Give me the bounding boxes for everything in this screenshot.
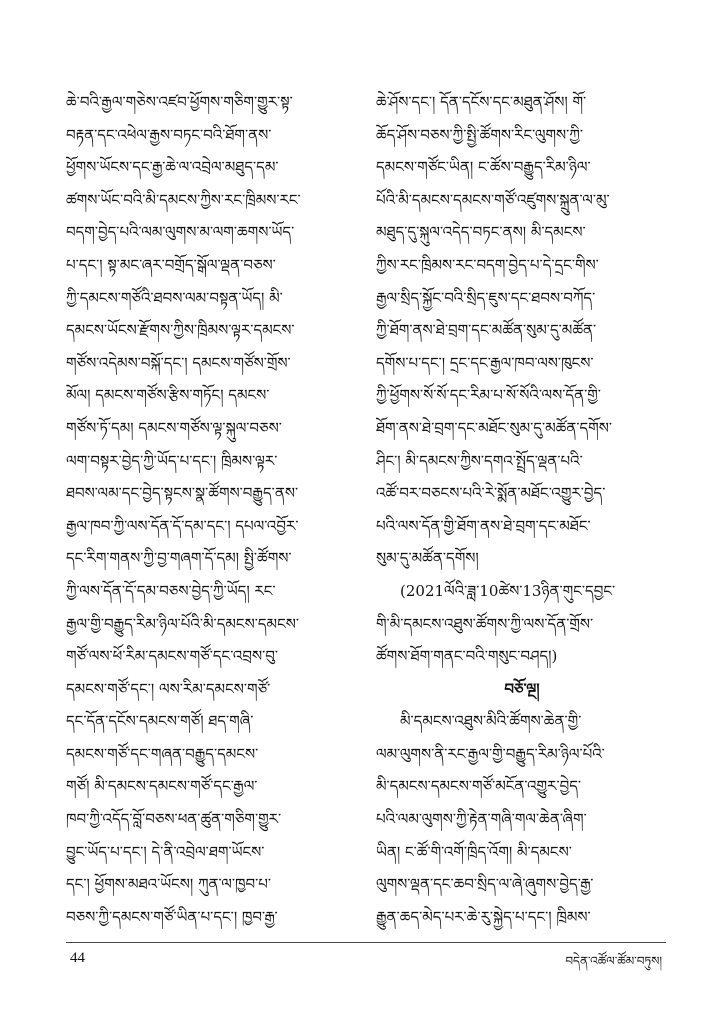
text-line: དང་། ཕྱོགས་མཐའ་ཡོངས། ཀུན་ལ་ཁྱབ་པ་: [66, 875, 272, 894]
text-line: ཤིང་། མི་དམངས་ཀྱིས་དགའ་སྤྲོད་ལྡན་པའི་: [376, 451, 583, 470]
text-line: གཙོ་ལས་ཕོ་རིམ་དམངས་གཙོ་དང་འབྲས་བུ་: [66, 647, 278, 666]
text-line: དང་རིག་གནས་ཀྱི་བྱ་གཞག་དོ་དམ། སྤྱི་ཚོགས་: [66, 549, 292, 568]
text-line: མོལ། དམངས་གཙོས་རྩིས་གཏོང། དམངས་: [66, 386, 270, 405]
text-line: པ་དང་། སྟ་མང་ཞར་བགྲོད་སྒོལ་ལྡན་བཅས་: [66, 255, 276, 274]
text-line: བརྟན་དང་འཕེལ་རྒྱས་བཏང་བའི་ཐོག་ནས་: [66, 125, 272, 144]
text-line: རྒྱུན་ཆད་མེད་པར་ཆེ་རུ་སྐྱེད་པ་དང་། ཁྲིམས་: [376, 907, 591, 926]
text-line: དགོས་པ་དང་། དྲང་དང་རྒྱལ་ཁབ་ལས་ཁུངས་: [376, 353, 594, 372]
text-line: ཚགས་ཡོང་བའི་མི་དམངས་ཀྱིས་རང་ཁྲིམས་རང་: [66, 190, 301, 209]
page-number: 44: [70, 950, 85, 966]
text-line: ཁབ་ཀྱི་འདོད་བློ་བཅས་ཕན་ཚུན་གཅིག་གྱུར་: [66, 810, 282, 829]
text-line: མཐུད་དུ་སྐུལ་འདེད་བཏང་ནས། མི་དམངས་: [376, 223, 586, 242]
text-line: ལམ་ལུགས་ནི་རང་རྒྱལ་གྱི་བརྒྱུད་རིམ་ཉིལ་པོའི་: [376, 744, 605, 763]
text-line: ཐབས་ལམ་དང་བྱེད་སྟངས་སྣ་ཚོགས་བརྒྱུད་ནས་: [66, 484, 299, 503]
text-line: ཐོག་ནས་ཐེ་བྲག་དང་མཐོང་སུམ་དུ་མཚོན་དགོས་: [376, 418, 612, 437]
text-line: དམངས་གཙོ་དང་གཞན་བརྒྱུད་དམངས་: [66, 744, 259, 763]
text-line: གཙོ། མི་དམངས་དམངས་གཙོ་དང་རྒྱལ་: [66, 777, 258, 796]
text-line: བཅས་ཀྱི་དམངས་གཙོ་ཡིན་པ་དང་། ཁྱབ་རྒྱ་: [66, 907, 278, 926]
section-heading: བཅོ་ལྔ།: [504, 679, 540, 698]
text-line: ཕྱོགས་ཡོངས་དང་རྒྱ་ཆེ་ལ་འབྲེལ་མཐུད་དམ་: [66, 158, 279, 177]
text-line: དམངས་གཙོང་ཡིན། ང་ཚོས་བརྒྱུད་རིམ་ཉིལ་: [376, 158, 591, 177]
text-line: གཙོས་འདེམས་བསྐོ་དང་། དམངས་གཙོས་གྲོས་: [66, 353, 291, 372]
text-line: རྒྱལ་གྱི་བརྒྱུད་རིམ་ཉིལ་པོའི་མི་དམངས་དམངས་: [66, 614, 299, 633]
text-line: ཀྱི་དམངས་གཙོའི་ཐབས་ལམ་བསྟན་ཡོད། མི་: [66, 288, 283, 307]
text-line: ཀྱི་ཕྱོགས་སོ་སོ་དང་རིམ་པ་སོ་སོའི་ལས་དོན་གྱི་: [376, 386, 601, 405]
right-text-column: [376, 86, 668, 933]
text-line: པའི་ལས་དོན་གྱི་ཐོག་ནས་ཐེ་བྲག་དང་མཐོང་: [376, 516, 591, 535]
text-line: པོའི་མི་དམངས་དམངས་གཙོ་འཛུགས་སྐྲུན་ལ་མུ་: [376, 190, 610, 209]
text-line: བདག་བྱེད་པའི་ལམ་ལུགས་མ་ལག་ཆགས་ཡོད་: [66, 223, 295, 242]
speech-date-note: (2021ལོའི་ཟླ་10ཚེས་13ཉིན་གུང་དབྱང་: [400, 581, 616, 600]
footer-rule: [66, 942, 666, 943]
text-line: རྒྱལ་ཁབ་ཀྱི་ལས་དོན་དོ་དམ་དང་། དཔལ་འབྱོར་: [66, 516, 299, 535]
text-line: ཀྱིས་རང་ཁྲིམས་རང་བདག་བྱེད་པ་དེ་དྲང་གིས་: [376, 255, 599, 274]
running-footer: བདེན་འཚོལ་ཚོམ་བཏུས།: [565, 954, 662, 968]
text-line: དམངས་གཙོ་དང་། ལས་རིམ་དམངས་གཙོ་: [66, 679, 271, 698]
text-line: ལུགས་ལྡན་དང་ཆབ་སྲིད་ལ་ཞེ་ཞུགས་བྱེད་རྒྱ་: [376, 875, 594, 894]
text-line: མི་དམངས་འཐུས་མིའི་ཚོགས་ཆེན་གྱི་: [400, 712, 582, 731]
text-line: སུམ་དུ་མཚོན་དགོས།: [376, 549, 479, 568]
text-line: ཚོགས་ཐོག་གནང་བའི་གསུང་བཤད།): [376, 647, 558, 666]
text-line: མི་དམངས་དམངས་གཙོ་མངོན་འགྱུར་བྱེད་: [376, 777, 582, 796]
text-line: ཀྱི་ལས་དོན་དོ་དམ་བཅས་བྱེད་ཀྱི་ཡོད། རང་: [66, 581, 276, 600]
text-line: ཡིན། ང་ཚོ་གི་འགོ་ཁྲིད་འོག། མི་དམངས་: [376, 842, 572, 861]
text-line: དང་དོན་དངོས་དམངས་གཙོ། ཐད་གཞི་: [66, 712, 254, 731]
text-line: པའི་ལམ་ལུགས་ཀྱི་རྟེན་གཞི་གལ་ཆེན་ཞིག་: [376, 810, 587, 829]
text-line: ལག་བསྟར་བྱེད་ཀྱི་ཡོད་པ་དང་། ཁྲིམས་ལྟར་: [66, 451, 278, 470]
text-line: གཙོས་ཏོ་དམ། དམངས་གཙོས་ལྟ་སྐུལ་བཅས་: [66, 418, 282, 437]
text-line: གི་མི་དམངས་འཐུས་ཚོགས་ཀྱི་ལས་དོན་གྲོས་: [376, 614, 594, 633]
text-line: ཆོད་ཤོས་བཅས་ཀྱི་སྤྱི་ཚོགས་རིང་ལུགས་ཀྱི་: [376, 125, 583, 144]
text-line: ཀྱི་ཐོག་ནས་ཐེ་བྲག་དང་མཚོན་སུམ་དུ་མཚོན་: [376, 321, 597, 340]
text-line: རྒྱལ་སྲིད་སྐྱོང་བའི་སྲིད་ཇུས་དང་ཐབས་བཀོད་: [376, 288, 596, 307]
text-line: འཚོ་བར་བཅངས་པའི་རེ་སྨོན་མཐོང་འགྱུར་བྱེད་: [376, 484, 606, 503]
text-line: ཆེ་བའི་རྒྱལ་གཅེས་འཛབ་ཕྱོགས་གཅིག་གྱུར་སྟ་: [66, 93, 293, 111]
left-text-column: [66, 86, 358, 933]
text-line: ཆེ་ཤོས་དང་། དོན་དངོས་དང་མཐུན་ཤོས། གོ་: [376, 93, 587, 111]
text-line: བྱུང་ཡོད་པ་དང་། དེ་ནི་འབྲེལ་ཐག་ཡོངས་: [66, 842, 265, 861]
text-line: དམངས་ཡོངས་རྫོགས་ཀྱིས་ཁྲིམས་ལྟར་དམངས་: [66, 321, 295, 340]
